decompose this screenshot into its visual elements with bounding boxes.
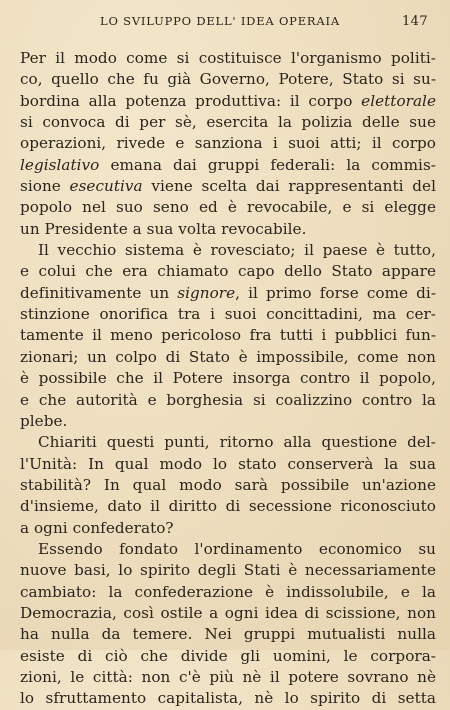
text-line: è possibile che il Potere insorga contro il popolo, <box>20 369 436 388</box>
text-line: legislativo emana dai gruppi federali: la commis- <box>20 155 436 174</box>
text-line: cambiato: la confederazione è indissolubile, e la <box>20 582 436 601</box>
running-head: LO SVILUPPO DELL' IDEA OPERAIA <box>100 14 340 28</box>
text-line: ha nulla da temere. Nei gruppi mutualisti nulla <box>20 625 436 644</box>
italic-word: elettorale <box>361 91 436 110</box>
text-line: lo sfruttamento capitalista, nè lo spirito di setta <box>20 689 436 708</box>
text-line: popolo nel suo seno ed è revocabile, e si elegge <box>20 198 436 217</box>
text-line: tamente il meno pericoloso fra tutti i pubblici fun- <box>20 326 436 345</box>
text-line: un Presidente a sua volta revocabile. <box>20 219 307 238</box>
text-line: Per il modo come si costituisce l'organismo politi- <box>20 49 436 67</box>
text-line: zioni, le città: non c'è più nè il potere sovrano nè <box>20 667 436 686</box>
page-header <box>20 14 436 38</box>
text-line: plebe. <box>20 411 68 430</box>
page-number: 147 <box>401 14 428 29</box>
text-line: Il vecchio sistema è rovesciato; il paese è tutto, <box>38 241 436 260</box>
text-line: operazioni, rivede e sanziona i suoi atti; il corpo <box>20 134 436 153</box>
text-line: l'Unità: In qual modo lo stato conserverà la sua <box>20 454 436 473</box>
body-text <box>20 48 436 710</box>
text-line: esiste di ciò che divide gli uomini, le corpora- <box>20 646 436 665</box>
text-line: Chiariti questi punti, ritorno alla questione del- <box>38 433 436 452</box>
italic-word: signore <box>177 283 236 302</box>
text-line: nuove basi, lo spirito degli Stati è necessariamente <box>20 561 436 580</box>
text-line: co, quello che fu già Governo, Potere, Stato si su- <box>20 70 436 89</box>
text-line: d'insieme, dato il diritto di secessione riconosciuto <box>20 497 436 516</box>
text-line: a ogni confederato? <box>20 518 174 537</box>
text-line: stinzione onorifica tra i suoi concittadini, ma cer- <box>20 305 436 324</box>
text-line: definitivamente un signore, il primo forse come di- <box>20 283 436 302</box>
text-line: bordina alla potenza produttiva: il corpo elettorale <box>20 91 436 110</box>
text-line: e che autorità e borghesia si coalizzino contro la <box>20 390 436 409</box>
text-line: Democrazia, così ostile a ogni idea di scissione, non <box>20 603 436 622</box>
text-line: zionari; un colpo di Stato è impossibile, come non <box>20 347 436 366</box>
text-line: sione esecutiva viene scelta dai rappresentanti del <box>20 177 436 196</box>
text-line: Essendo fondato l'ordinamento economico su <box>38 539 436 558</box>
text-line: e colui che era chiamato capo dello Stato appare <box>20 262 436 281</box>
text-line: si convoca di per sè, esercita la polizia delle sue <box>20 113 436 132</box>
italic-word: legislativo <box>20 155 100 174</box>
italic-word: esecutiva <box>69 177 143 196</box>
text-line: stabilità? In qual modo sarà possibile un'azione <box>20 475 436 494</box>
